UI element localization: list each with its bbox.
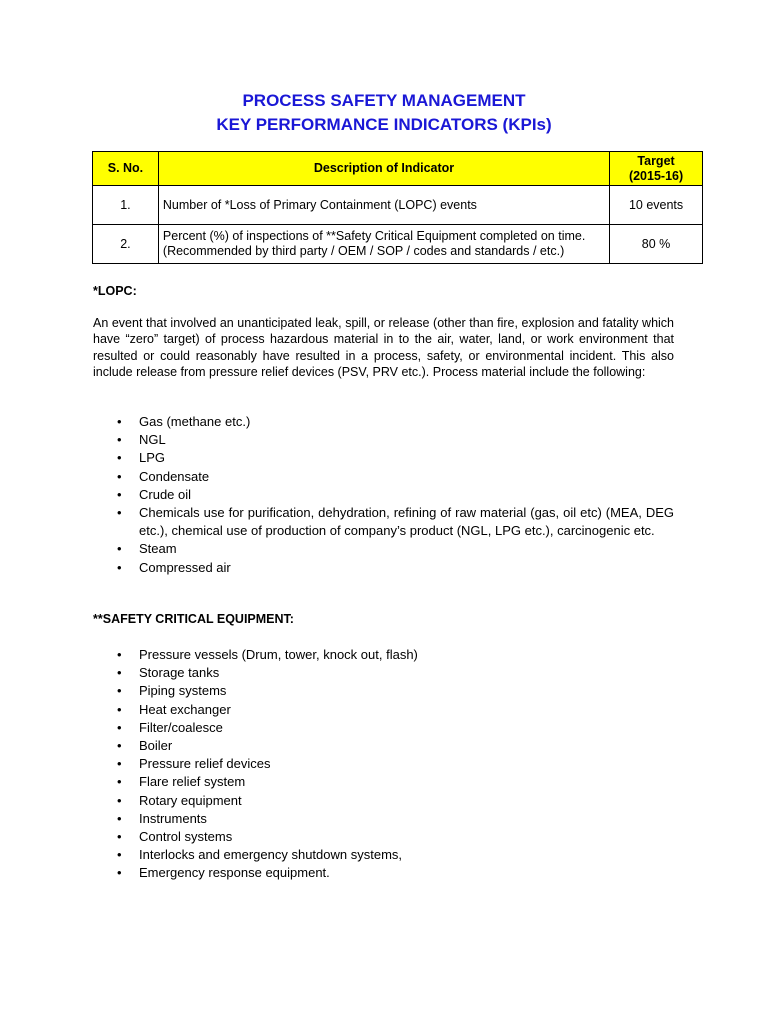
list-item: • Instruments — [93, 810, 674, 828]
list-item: • Steam — [93, 540, 674, 558]
safety-critical-equipment-list — [93, 646, 674, 883]
document-title-line1: PROCESS SAFETY MANAGEMENT — [242, 91, 526, 110]
list-item: • Rotary equipment — [93, 792, 674, 810]
row-target: 10 events — [610, 186, 703, 225]
list-item: • Heat exchanger — [93, 701, 674, 719]
list-item: • Control systems — [93, 828, 674, 846]
list-item: • NGL — [93, 431, 674, 449]
list-item: • Compressed air — [93, 559, 674, 577]
list-item: • Condensate — [93, 468, 674, 486]
list-item: • Storage tanks — [93, 664, 674, 682]
row-description-line1: Percent (%) of inspections of **Safety Critical Equipment completed on time. — [162, 229, 586, 243]
kpi-table — [92, 151, 703, 264]
column-header-description: Description of Indicator — [158, 152, 609, 186]
list-item: • Chemicals use for purification, dehydration, refining of raw material (gas, oil etc) (MEA, DEG etc.), chemical use of production of company’s product (NGL, LPG etc.), carcinogenic etc. — [93, 504, 674, 540]
row-sno: 1. — [93, 186, 159, 225]
list-item: • Flare relief system — [93, 773, 674, 791]
table-row — [93, 186, 703, 225]
column-header-target — [610, 152, 703, 186]
row-sno: 2. — [93, 225, 159, 264]
row-description — [158, 225, 609, 264]
row-description-line2: (Recommended by third party / OEM / SOP / codes and standards / etc.) — [162, 244, 565, 258]
list-item: • Emergency response equipment. — [93, 864, 674, 882]
column-header-target-line2: (2015-16) — [628, 168, 684, 183]
lopc-heading: *LOPC: — [93, 284, 137, 298]
list-item: • Pressure vessels (Drum, tower, knock out, flash) — [93, 646, 674, 664]
table-header-row — [93, 152, 703, 186]
list-item: • Pressure relief devices — [93, 755, 674, 773]
list-item: • LPG — [93, 449, 674, 467]
list-item: • Crude oil — [93, 486, 674, 504]
list-item: • Gas (methane etc.) — [93, 413, 674, 431]
process-material-list — [93, 413, 674, 577]
list-item: • Boiler — [93, 737, 674, 755]
row-description: Number of *Loss of Primary Containment (LOPC) events — [158, 186, 609, 225]
column-header-target-line1: Target — [637, 153, 675, 168]
row-target: 80 % — [610, 225, 703, 264]
table-row — [93, 225, 703, 264]
document-title-line2: KEY PERFORMANCE INDICATORS (KPIs) — [216, 115, 552, 134]
lopc-definition: An event that involved an unanticipated leak, spill, or release (other than fire, explosion and fatality which have “zero” target) of process hazardous material in to the air, water, land, or work environment that resulted or could reasonably have resulted in a process, safety, or environmental incident. This also include release from pressure relief devices (PSV, PRV etc.). Process material include the following: — [93, 316, 674, 380]
list-item: • Piping systems — [93, 682, 674, 700]
list-item: • Filter/coalesce — [93, 719, 674, 737]
sce-heading: **SAFETY CRITICAL EQUIPMENT: — [93, 612, 294, 626]
column-header-sno: S. No. — [93, 152, 159, 186]
list-item: • Interlocks and emergency shutdown systems, — [93, 846, 674, 864]
